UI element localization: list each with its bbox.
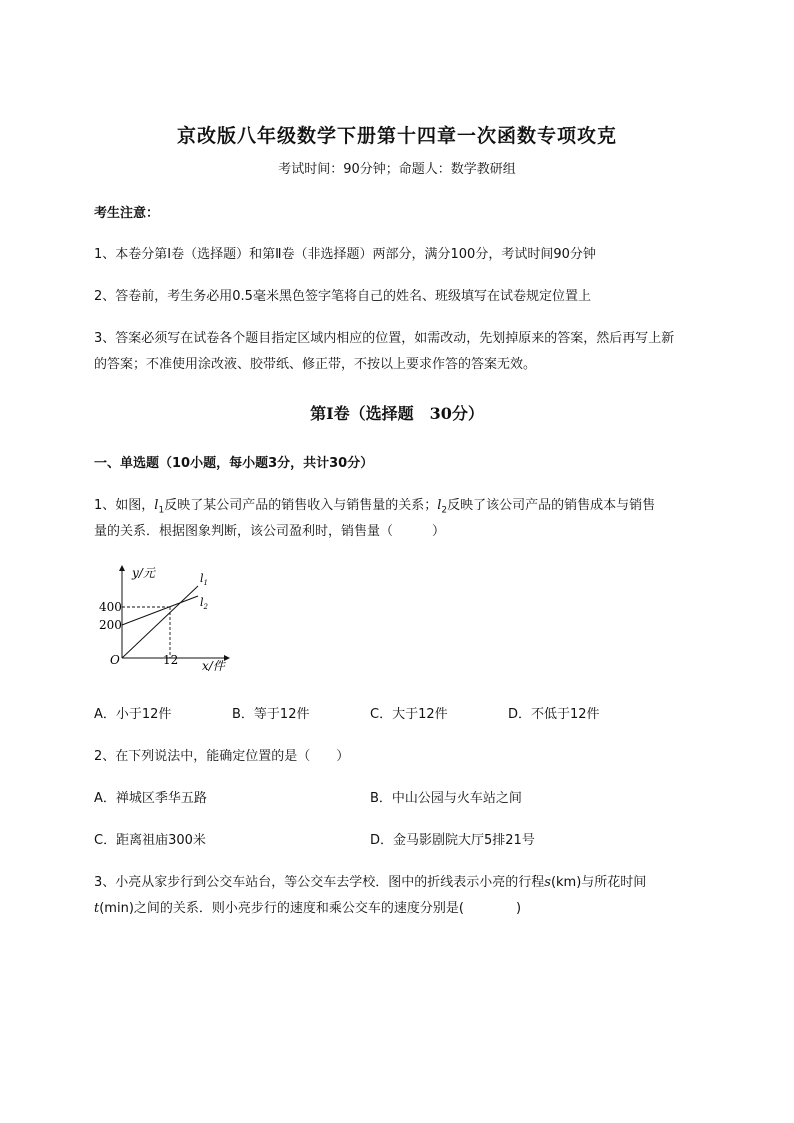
x-tick-12: 12 <box>163 653 179 667</box>
question-3-line-2: t(min)之间的关系．则小亮步行的速度和乘公交车的速度分别是( ) <box>94 901 522 916</box>
notice-item-1: 1、本卷分第I卷（选择题）和第Ⅱ卷（非选择题）两部分，满分100分，考试时间90分钟 <box>94 247 596 262</box>
origin-label: O <box>110 653 120 667</box>
q2-option-c[interactable]: C．距离祖庙300米 <box>94 833 206 848</box>
q1-option-a[interactable]: A．小于12件 <box>94 707 172 722</box>
y-tick-400: 400 <box>99 600 122 614</box>
q1-option-b[interactable]: B．等于12件 <box>232 707 310 722</box>
notice-item-2: 2、答卷前，考生务必用0.5毫米黑色签字笔将自己的姓名、班级填写在试卷规定位置上 <box>94 289 591 304</box>
q2-option-d[interactable]: D．金马影剧院大厅5排21号 <box>370 833 535 848</box>
section-title: 第I卷（选择题 30分） <box>310 404 484 423</box>
line-l2-label: $l_2$ <box>200 596 208 611</box>
question-1-graph <box>94 560 244 675</box>
line-l1-label: $l_1$ <box>200 572 208 587</box>
page-title: 京改版八年级数学下册第十四章一次函数专项攻克 <box>176 125 617 147</box>
q2-option-b[interactable]: B．中山公园与火车站之间 <box>370 791 522 806</box>
x-axis-label: x/件 <box>202 659 225 673</box>
notice-item-3: 3、答案必须写在试卷各个题目指定区域内相应的位置，如需改动，先划掉原来的答案，然后再写上新 <box>94 331 675 346</box>
q2-option-a[interactable]: A．禅城区季华五路 <box>94 791 207 806</box>
question-1-line-2: 量的关系．根据图象判断，该公司盈利时，销售量（ ） <box>94 524 446 539</box>
notice-heading: 考生注意： <box>94 206 160 221</box>
y-axis-label: y/元 <box>132 566 155 580</box>
question-3-line-1: 3、小亮从家步行到公交车站台，等公交车去学校．图中的折线表示小亮的行程s(km)与所花时间 <box>94 875 647 890</box>
notice-item-3-cont: 的答案；不准使用涂改液、胶带纸、修正带，不按以上要求作答的答案无效。 <box>94 357 537 372</box>
line-l1 <box>122 586 198 658</box>
q1-option-d[interactable]: D．不低于12件 <box>508 707 600 722</box>
question-2-text: 2、在下列说法中，能确定位置的是（ ） <box>94 749 350 764</box>
line-l2 <box>122 596 198 625</box>
y-tick-200: 200 <box>99 618 122 632</box>
part-heading: 一、单选题（10小题，每小题3分，共计30分） <box>94 456 374 471</box>
exam-info: 考试时间：90分钟；命题人：数学教研组 <box>278 162 516 177</box>
q1-option-c[interactable]: C．大于12件 <box>370 707 448 722</box>
question-1-line-1: 1、如图，$l_1$反映了某公司产品的销售收入与销售量的关系；$l_2$反映了该公司产品的销售成本与销售 <box>94 498 656 516</box>
